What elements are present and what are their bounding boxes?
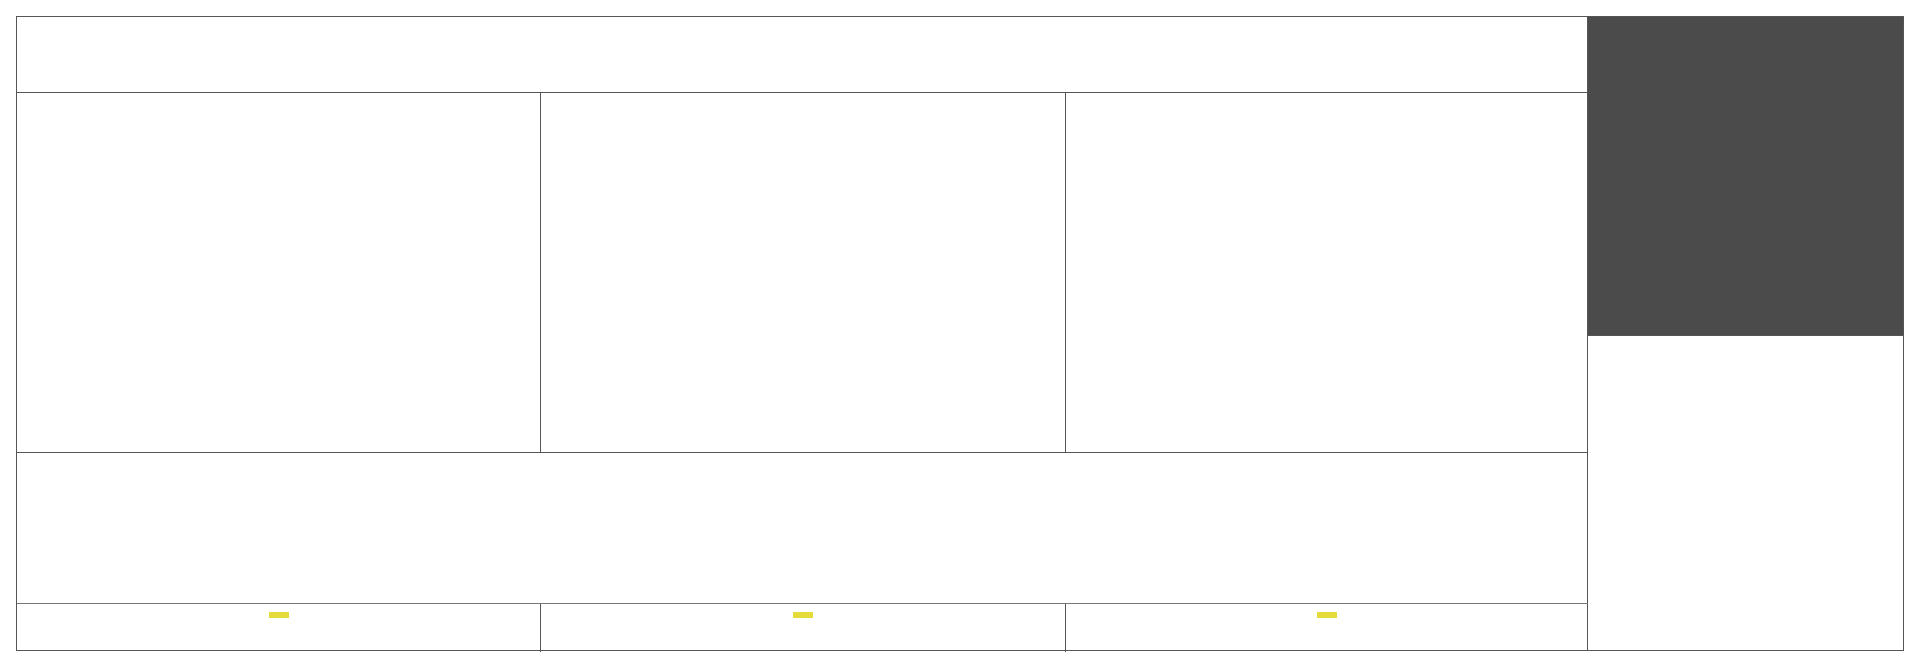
zemin-plan-panel [541,93,1065,452]
bodrum-plan-panel [17,93,541,452]
unit-summary-row [17,17,1589,93]
label-cell-asma [1066,604,1589,652]
bodrum-floor-plan [17,93,540,453]
floor-plan-panels [17,93,1589,453]
label-cell-zemin [541,604,1065,652]
vaziyet-plan [1588,336,1904,651]
vaziyet-plan-drawing [1588,336,1904,651]
area-tables [17,453,1589,603]
asma-floor-plan [1066,93,1589,453]
asma-plan-panel [1066,93,1589,452]
site-plan-drawing [1588,17,1904,337]
plan-label-bodrum [269,612,289,618]
plan-label-asma [1317,612,1337,618]
plan-label-row [17,603,1589,652]
label-cell-bodrum [17,604,541,652]
site-plan [1588,16,1904,336]
zemin-floor-plan [541,93,1064,453]
drawing-sheet [16,16,1588,651]
plan-label-zemin [793,612,813,618]
